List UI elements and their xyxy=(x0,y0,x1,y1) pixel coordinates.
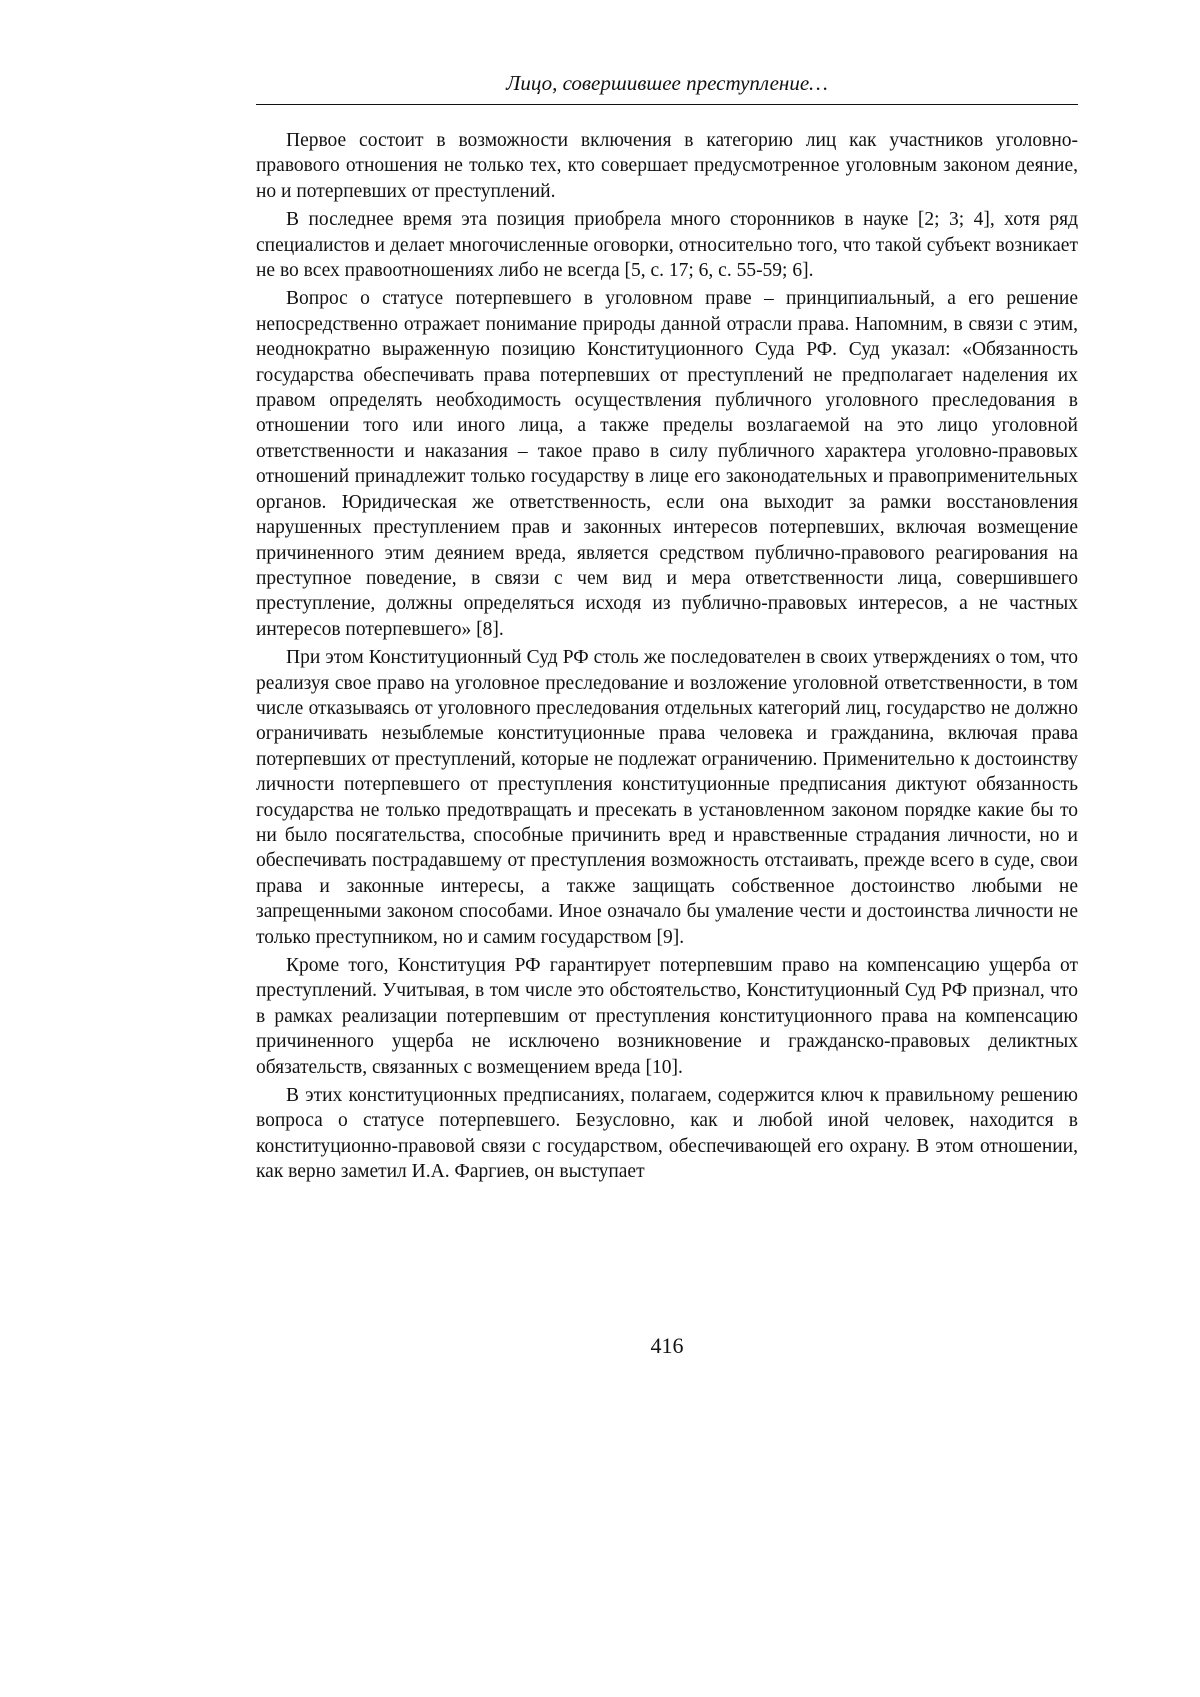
running-title: Лицо, совершившее преступление… xyxy=(256,70,1078,96)
paragraph: Кроме того, Конституция РФ гарантирует потерпевшим право на компенсацию ущерба от преступлений. Учитывая, в том числе это обстоятельство, Конституци­онный Суд РФ признал, что в рамках реализации потерпевшим от преступления конституционного права на компенсацию причиненного ущерба не исключено воз­никновение и гражданско-правовых деликтных обязательств, связанных с возмеще­нием вреда [10]. xyxy=(256,953,1078,1080)
paragraph: В этих конституционных предписаниях, полагаем, содержится ключ к правиль­ному решению вопроса о статусе потерпевшего. Безусловно, как и любой иной че­ловек, находится в конституционно-правовой связи с государством, обеспечиваю­щей его охрану. В этом отношении, как верно заметил И.А. Фаргиев, он выступает xyxy=(256,1083,1078,1185)
paragraph: При этом Конституционный Суд РФ столь же последователен в своих утвержде­ниях о том, что реализуя свое право на уголовное преследование и возложение уго­ловной ответственности, в том числе отказываясь от уголовного преследования от­дельных категорий лиц, государство не должно ограничивать незыблемые консти­туционные права человека и гражданина, включая права потерпевших от преступ­лений, которые не подлежат ограничению. Применительно к достоинству личности потерпевшего от преступления конституционные предписания диктуют обязанность государства не только предотвращать и пресекать в установленном законом порядке какие бы то ни было посягательства, способные причинить вред и нравственные страдания личности, но и обеспечивать пострадавшему от преступления возмож­ность отстаивать, прежде всего в суде, свои права и законные интересы, а также за­щищать собственное достоинство любыми не запрещенными законом способами. Иное означало бы умаление чести и достоинства личности не только преступником, но и самим государством [9]. xyxy=(256,645,1078,950)
paragraph: Вопрос о статусе потерпевшего в уголовном праве – принципиальный, а его ре­шение непосредственно отражает понимание природы данной отрасли права. Напомним, в связи с этим, неоднократно выраженную позицию Конституционного Суда РФ. Суд указал: «Обязанность государства обеспечивать права потерпевших от преступлений не предполагает наделения их правом определять необходимость осуществления публичного уголовного преследования в отношении того или иного лица, а также пределы возлагаемой на это лицо уголовной ответственности и нака­зания – такое право в силу публичного характера уголовно-правовых отношений принадлежит только государству в лице его законодательных и правопримените­льных органов. Юридическая же ответственность, если она выходит за рамки восста­новления нарушенных преступлением прав и законных интересов потерпевших, включая возмещение причиненного этим деянием вреда, является средством пуб­лично-правового реагирования на преступное поведение, в связи с чем вид и мера ответственности лица, совершившего преступление, должны определяться исходя из публично-правовых интересов, а не частных интересов потерпевшего» [8]. xyxy=(256,286,1078,642)
page-number: 416 xyxy=(256,1333,1078,1359)
page-body xyxy=(256,128,1078,1188)
paragraph: В последнее время эта позиция приобрела много сторонников в науке [2; 3; 4], хотя ряд специалистов и делает многочисленные оговорки, относительно того, что такой субъект возникает не во всех правоотношениях либо не всегда [5, с. 17; 6, с. 55-59; 6]. xyxy=(256,207,1078,283)
paragraph: Первое состоит в возможности включения в категорию лиц как участников уго­ловно-правового отношения не только тех, кто совершает предусмотренное уголов­ным законом деяние, но и потерпевших от преступлений. xyxy=(256,128,1078,204)
header-rule xyxy=(256,104,1078,105)
